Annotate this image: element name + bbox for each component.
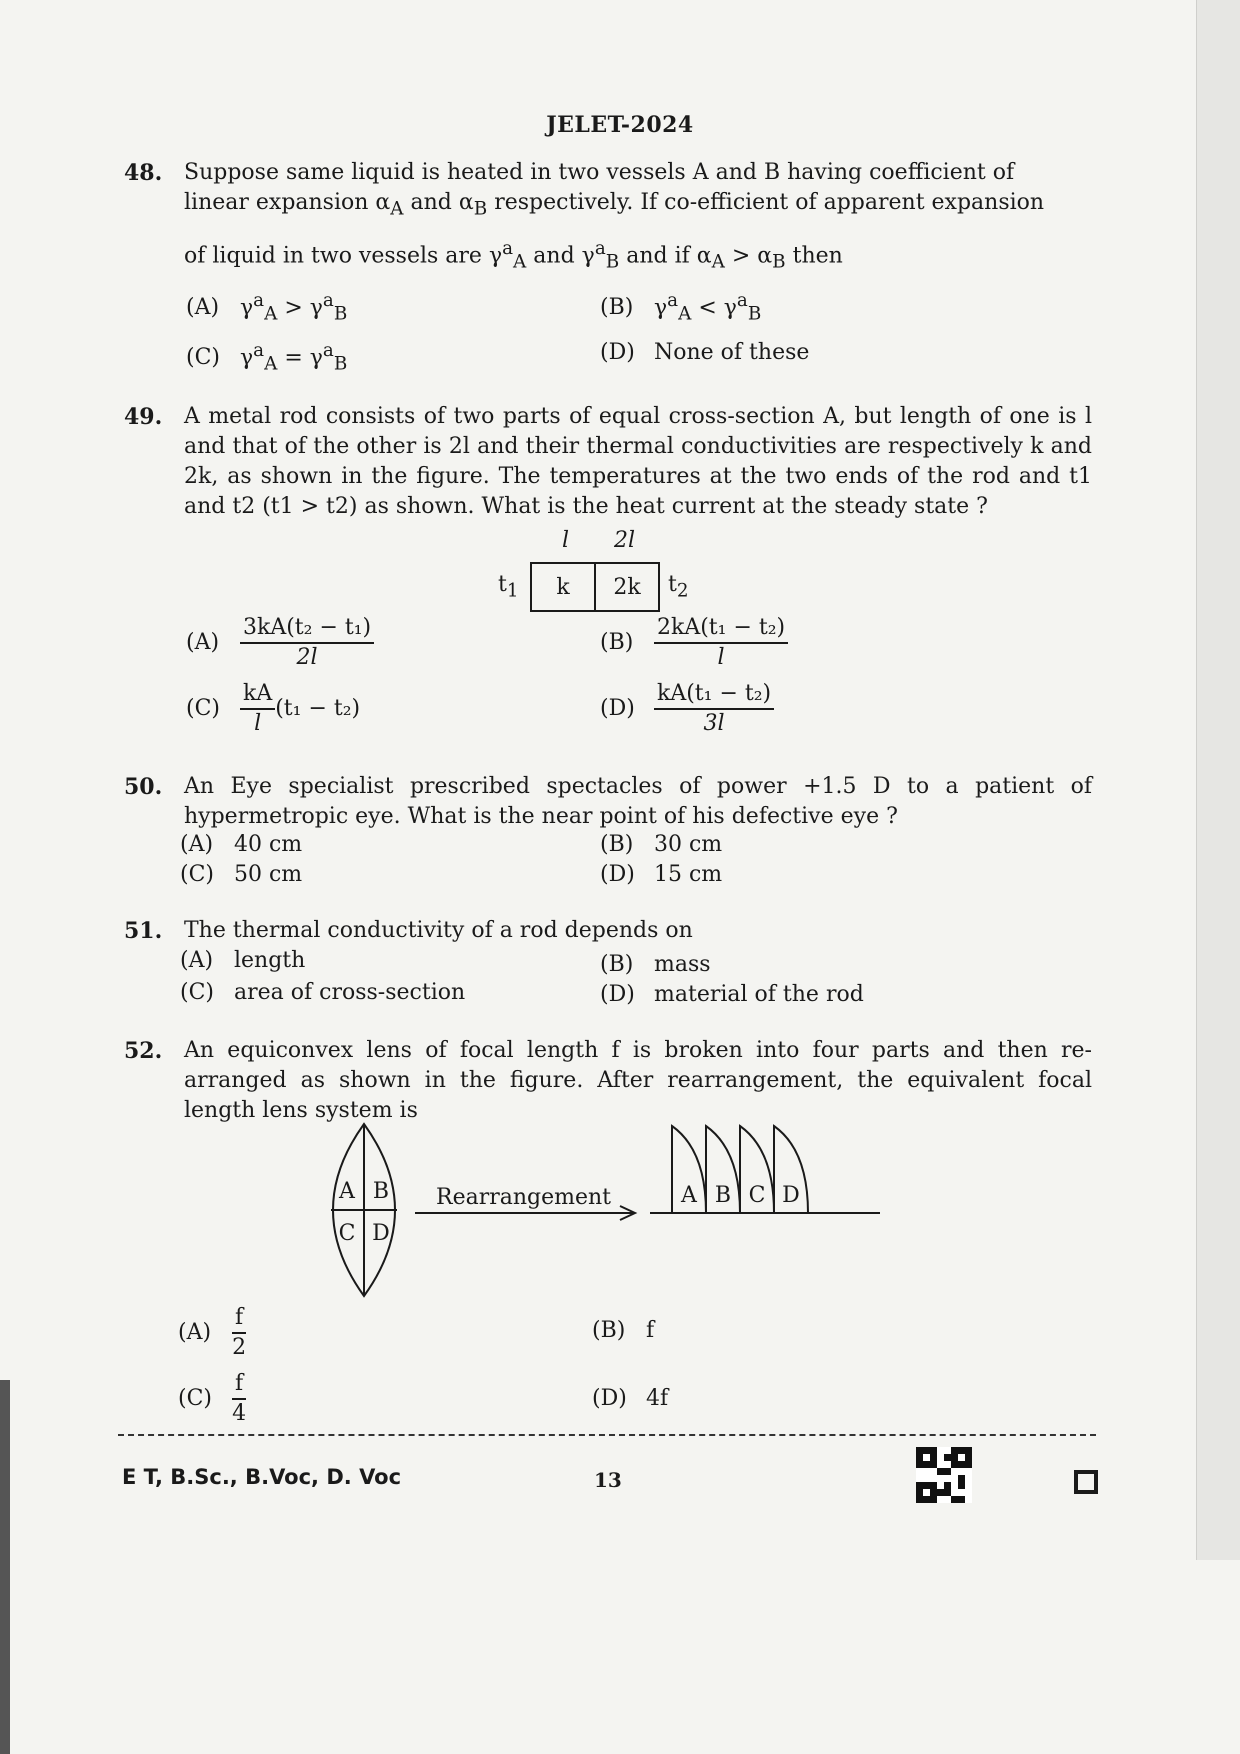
arranged-part-a: A xyxy=(681,1183,697,1208)
option-d[interactable]: (D) None of these xyxy=(600,340,810,365)
rearrangement-label: Rearrangement xyxy=(436,1185,612,1210)
question-text: An Eye specialist prescribed spectacles of power +1.5 D to a patient of hypermetropic eye. What is the near point of his defective eye ? xyxy=(184,774,1092,829)
scan-edge-shadow xyxy=(0,1380,10,1754)
question-number: 49. xyxy=(124,404,163,430)
lens-part-d: D xyxy=(372,1221,390,1246)
option-b[interactable]: (B) f xyxy=(592,1318,655,1343)
arranged-part-d: D xyxy=(782,1183,800,1208)
lens-rearrangement-figure xyxy=(300,1120,900,1310)
rod-temp-left: $t_1$ xyxy=(498,572,519,602)
page-number: 13 xyxy=(594,1468,622,1492)
option-c[interactable]: (C) $\frac{f}{4}$ xyxy=(178,1371,247,1426)
option-c[interactable]: (C) 50 cm xyxy=(180,862,303,887)
rod-length-2: 2l xyxy=(614,528,636,553)
option-d[interactable]: (D) material of the rod xyxy=(600,982,864,1007)
question-number: 50. xyxy=(124,774,163,800)
option-c[interactable]: (C) $\frac{kA}{l}$ (t₁ − t₂) xyxy=(186,681,361,736)
footer-course-label: E T, B.Sc., B.Voc, D. Voc xyxy=(122,1465,402,1489)
option-d[interactable]: (D) 4f xyxy=(592,1386,669,1411)
option-c[interactable]: (C) $\gamma^a_A = \gamma^a_B$ xyxy=(186,340,348,375)
question-number: 48. xyxy=(124,160,163,186)
question-number: 51. xyxy=(124,918,163,944)
rod-length-1: l xyxy=(562,528,570,553)
question-52 xyxy=(124,1036,1092,1126)
option-a[interactable]: (A) 40 cm xyxy=(180,832,303,857)
rod-temp-right: $t_2$ xyxy=(668,572,689,602)
lens-part-a: A xyxy=(339,1179,355,1204)
option-c[interactable]: (C) area of cross-section xyxy=(180,980,466,1005)
question-text: Suppose same liquid is heated in two vessels A and B having coefficient of linear expansion $\alpha_A$ and $\alpha_B$ respectively. If co-efficient of apparent expansion of liquid in two vessels are $\gamma^a_A$ and $\gamma^a_B$ and if $\alpha_A > \alpha_B$ then xyxy=(184,160,1045,274)
question-49 xyxy=(124,402,1092,522)
footer-divider xyxy=(118,1434,1096,1436)
option-b[interactable]: (B) mass xyxy=(600,952,711,977)
option-d[interactable]: (D) 15 cm xyxy=(600,862,723,887)
option-b[interactable]: (B) $\gamma^a_A < \gamma^a_B$ xyxy=(600,290,762,325)
page-title: JELET-2024 xyxy=(546,112,694,138)
arranged-part-b: B xyxy=(714,1183,732,1208)
question-number: 52. xyxy=(124,1038,163,1064)
option-a[interactable]: (A) $\frac{\text{3kA(t₂ − t₁)}}{2l}$ xyxy=(186,614,374,672)
rod-part-k: k xyxy=(556,574,570,600)
lens-part-c: C xyxy=(338,1221,356,1246)
question-51 xyxy=(124,916,1092,946)
qr-code-icon xyxy=(916,1447,972,1503)
option-a[interactable]: (A) $\frac{f}{2}$ xyxy=(178,1305,247,1360)
lens-part-b: B xyxy=(372,1179,390,1204)
question-text: An equiconvex lens of focal length f is broken into four parts and then re-arranged as shown in the figure. After rearrangement, the equivalent focal length lens system is xyxy=(184,1038,1092,1123)
option-b[interactable]: (B) 30 cm xyxy=(600,832,723,857)
corner-marker-icon xyxy=(1074,1470,1098,1494)
option-a[interactable]: (A) length xyxy=(180,948,306,973)
rod-part-2k: 2k xyxy=(594,564,658,610)
option-d[interactable]: (D) $\frac{\text{kA(t₁ − t₂)}}{3l}$ xyxy=(600,680,774,738)
option-a[interactable]: (A) $\gamma^a_A > \gamma^a_B$ xyxy=(186,290,348,325)
rod-figure xyxy=(530,562,660,612)
scan-page-edge xyxy=(1196,0,1240,1560)
arranged-part-c: C xyxy=(748,1183,766,1208)
question-text: A metal rod consists of two parts of equal cross-section A, but length of one is l and that of the other is 2l and their thermal conductivities are respectively k and 2k, as shown in the figure. The temperatures at the two ends of the rod and t1 and t2 (t1 > t2) as shown. What is the heat current at the steady state ? xyxy=(184,404,1092,519)
option-b[interactable]: (B) $\frac{\text{2kA(t₁ − t₂)}}{l}$ xyxy=(600,614,788,672)
question-48 xyxy=(124,158,1092,278)
question-50 xyxy=(124,772,1092,832)
question-text: The thermal conductivity of a rod depends on xyxy=(184,918,693,943)
